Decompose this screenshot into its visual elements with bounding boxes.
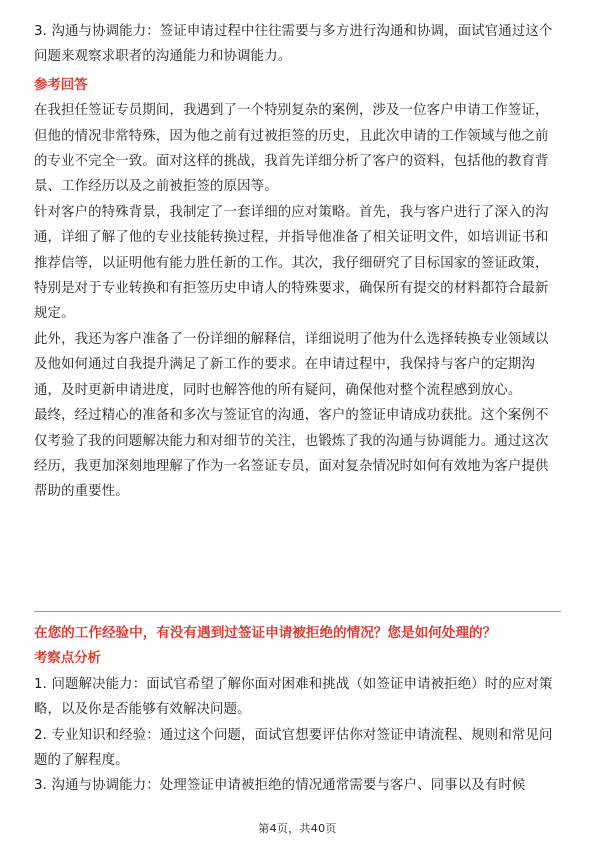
analysis-point-1: 1. 问题解决能力：面试官希望了解你面对困难和挑战（如签证申请被拒绝）时的应对策略，以及你是否能够有效解决问题。 [34,676,553,718]
analysis-point-3: 3. 沟通与协调能力：签证申请过程中往往需要与多方进行沟通和协调，面试官通过这个问题来观察求职者的沟通能力和协调能力。 [34,24,553,65]
page-number-footer: 第4页，共40页 [258,822,337,835]
answer-paragraph-2: 针对客户的特殊背景，我制定了一套详细的应对策略。首先，我与客户进行了深入的沟通，详细了解了他的专业技能转换过程，并指导他准备了相关证明文件，如培训证书和推荐信等，以证明他有能力胜任新的工作。其次，我仔细研究了目标国家的签证政策，特别是对于专业转换和有拒签历史申请人的特殊要求，确保所有提交的材料都符合最新规定。 [34,204,549,322]
answer-paragraph-4: 最终，经过精心的准备和多次与签证官的沟通，客户的签证申请成功获批。这个案例不仅考验了我的问题解决能力和对细节的关注，也锻炼了我的沟通与协调能力。通过这次经历，我更加深刻地理解了作为一名签证专员，面对复杂情况时如何有效地为客户提供帮助的重要性。 [34,408,549,500]
section-previous-question [34,19,561,505]
analysis-point-2: 2. 专业知识和经验：通过这个问题，面试官想要评估你对签证申请流程、规则和常见问题的了解程度。 [34,727,553,769]
section-divider [34,611,561,612]
answer-paragraph-1: 在我担任签证专员期间，我遇到了一个特别复杂的案例，涉及一位客户申请工作签证，但他的情况非常特殊，因为他之前有过被拒签的历史，且此次申请的工作领域与他之前的专业不完全一致。面对这样的挑战，我首先详细分析了客户的资料，包括他的教育背景、工作经历以及之前被拒签的原因等。 [34,103,549,195]
answer-heading: 参考回答 [34,77,88,93]
answer-paragraph-3: 此外，我还为客户准备了一份详细的解释信，详细说明了他为什么选择转换专业领域以及他如何通过自我提升满足了新工作的要求。在申请过程中，我保持与客户的定期沟通，及时更新申请进度，同时也解答他的所有疑问，确保他对整个流程感到放心。 [34,331,549,398]
analysis-point-3-current: 3. 沟通与协调能力：处理签证申请被拒绝的情况通常需要与客户、同事以及有时候 [34,778,526,794]
question-title: 在您的工作经验中，有没有遇到过签证申请被拒绝的情况？您是如何处理的？ [34,625,497,641]
analysis-heading: 考察点分析 [34,651,101,667]
